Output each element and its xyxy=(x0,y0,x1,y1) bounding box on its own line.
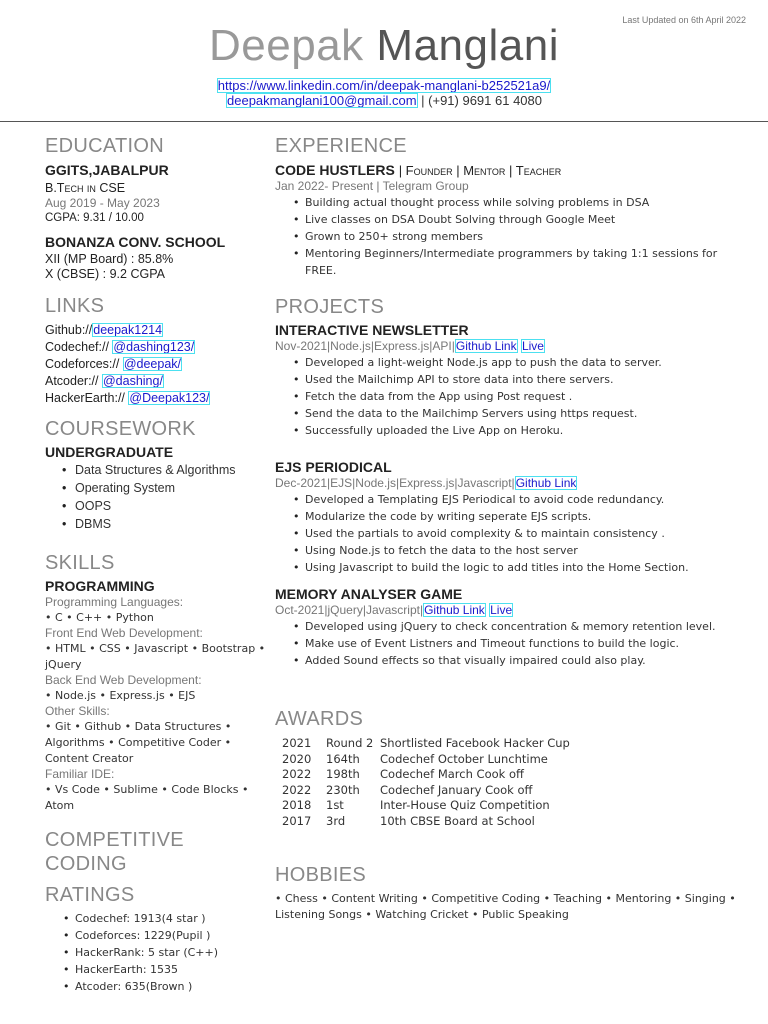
table-row xyxy=(275,814,750,830)
section-title-education: EDUCATION xyxy=(45,135,164,157)
experience-heading xyxy=(275,162,750,179)
phone: | (+91) 9691 61 4080 xyxy=(421,93,542,108)
github-link[interactable]: Github Link xyxy=(424,603,485,617)
link-label: Github:// xyxy=(45,323,93,337)
table-row xyxy=(275,767,750,783)
list-item: • Successfully uploaded the Live App on Heroku. xyxy=(275,422,750,439)
experience-dates: Jan 2022- Present | Telegram Group xyxy=(275,179,469,193)
codechef-link[interactable]: @dashing123/ xyxy=(113,340,195,354)
award-desc: Codechef March Cook off xyxy=(380,767,524,781)
skills-subtitle: PROGRAMMING xyxy=(45,578,155,594)
list-item: • Send the data to the Mailchimp Servers using https request. xyxy=(275,405,750,422)
xii-score: XII (MP Board) : 85.8% xyxy=(45,252,174,266)
link-label: Atcoder:// xyxy=(45,374,99,388)
last-updated: Last Updated on 6th April 2022 xyxy=(622,15,746,25)
skill-label: Familiar IDE: xyxy=(45,767,115,781)
experience-bullets xyxy=(275,194,750,279)
list-item: • Developed a light-weight Node.js app to push the data to server. xyxy=(275,354,750,371)
section-title-experience: EXPERIENCE xyxy=(275,135,407,157)
email-link[interactable]: deepakmanglani100@gmail.com xyxy=(227,93,417,108)
list-item: • Codechef: 1913(4 star ) xyxy=(45,910,267,927)
school-name: BONANZA CONV. SCHOOL xyxy=(45,234,226,250)
list-item: • Mentoring Beginners/Intermediate programmers by taking 1:1 sessions for FREE. xyxy=(275,245,750,279)
project-meta xyxy=(275,603,750,618)
award-desc: Codechef October Lunchtime xyxy=(380,751,548,766)
list-item: • Atcoder: 635(Brown ) xyxy=(45,978,267,995)
project-bullets xyxy=(275,618,750,669)
skill-label: Other Skills: xyxy=(45,704,110,718)
link-label: HackerEarth:// xyxy=(45,391,125,405)
list-item: • HackerEarth: 1535 xyxy=(45,961,267,978)
coursework-list xyxy=(45,461,267,533)
list-item: • Developed using jQuery to check concentration & memory retention level. xyxy=(275,618,750,635)
github-link[interactable]: deepak1214 xyxy=(93,323,163,337)
list-item: • Modularize the code by writing seperate EJS scripts. xyxy=(275,508,750,525)
github-link[interactable]: Github Link xyxy=(515,476,577,490)
codeforces-link[interactable]: @deepak/ xyxy=(123,357,181,371)
link-label: Codeforces:// xyxy=(45,357,120,371)
table-row xyxy=(275,736,750,752)
project-meta xyxy=(275,476,750,491)
cgpa: CGPA: 9.31 / 10.00 xyxy=(45,212,144,224)
list-item: • Make use of Event Listners and Timeout functions to build the logic. xyxy=(275,635,750,652)
awards-table xyxy=(275,736,750,829)
section-title-coursework: COURSEWORK xyxy=(45,418,196,440)
live-link[interactable]: Live xyxy=(521,339,544,353)
award-rank: 164th xyxy=(326,751,360,766)
degree: B.Tech in CSE xyxy=(45,181,126,195)
coursework-subtitle: UNDERGRADUATE xyxy=(45,444,174,460)
skill-label: Front End Web Development: xyxy=(45,626,203,640)
project-meta xyxy=(275,339,750,354)
list-item: • Using Node.js to fetch the data to the host server xyxy=(275,542,750,559)
list-item: • Codeforces: 1229(Pupil ) xyxy=(45,927,267,944)
education-dates: Aug 2019 - May 2023 xyxy=(45,196,160,210)
list-item: • Live classes on DSA Doubt Solving through Google Meet xyxy=(275,211,750,228)
list-item: • Used the partials to avoid complexity & to maintain consistency . xyxy=(275,525,750,542)
school-name: GGITS,JABALPUR xyxy=(45,162,169,178)
award-rank: Round 2 xyxy=(326,736,374,750)
award-desc: 10th CBSE Board at School xyxy=(380,813,535,828)
x-score: X (CBSE) : 9.2 CGPA xyxy=(45,267,165,281)
skill-value: • HTML • CSS • Javascript • Bootstrap • jQuery xyxy=(45,642,266,671)
section-title-skills: SKILLS xyxy=(45,552,115,574)
table-row xyxy=(275,783,750,799)
list-item: • Data Structures & Algorithms xyxy=(45,461,267,479)
company-name: CODE HUSTLERS xyxy=(275,162,395,178)
contact-block xyxy=(0,78,768,108)
first-name: Deepak xyxy=(209,21,364,70)
section-title-links: LINKS xyxy=(45,295,105,317)
award-desc: Codechef January Cook off xyxy=(380,782,533,797)
list-item xyxy=(45,373,267,390)
project-name: EJS PERIODICAL xyxy=(275,459,392,475)
hackerearth-link[interactable]: @Deepak123/ xyxy=(129,391,210,405)
right-column xyxy=(275,134,750,923)
award-year: 2020 xyxy=(282,751,312,766)
table-row xyxy=(275,798,750,814)
project-tags: Dec-2021|EJS|Node.js|Express.js|Javascript| xyxy=(275,476,515,490)
list-item xyxy=(45,356,267,373)
award-year: 2022 xyxy=(282,767,312,781)
list-item: • HackerRank: 5 star (C++) xyxy=(45,944,267,961)
award-year: 2021 xyxy=(282,736,312,750)
list-item: • Added Sound effects so that visually impaired could also play. xyxy=(275,652,750,669)
skill-value: • Git • Github • Data Structures • Algorithms • Competitive Coder • Content Creator xyxy=(45,720,232,765)
skill-value: • Node.js • Express.js • EJS xyxy=(45,689,196,702)
section-title-awards: AWARDS xyxy=(275,708,364,730)
left-column xyxy=(45,134,267,995)
award-year: 2018 xyxy=(282,798,312,812)
links-list xyxy=(45,322,267,407)
skill-value: • C • C++ • Python xyxy=(45,611,154,624)
roles: | Founder | Mentor | Teacher xyxy=(398,163,562,178)
atcoder-link[interactable]: @dashing/ xyxy=(102,374,163,388)
header-divider xyxy=(0,121,768,122)
list-item: • Using Javascript to build the logic to add titles into the Home Section. xyxy=(275,559,750,576)
section-title-competitive: COMPETITIVE CODING xyxy=(45,829,184,875)
skill-label: Back End Web Development: xyxy=(45,673,202,687)
list-item xyxy=(45,322,267,339)
project-bullets xyxy=(275,491,750,576)
section-title-projects: PROJECTS xyxy=(275,296,385,318)
project-name: MEMORY ANALYSER GAME xyxy=(275,586,463,602)
award-rank: 1st xyxy=(326,798,344,812)
last-name: Manglani xyxy=(376,21,559,70)
list-item: • Building actual thought process while solving problems in DSA xyxy=(275,194,750,211)
list-item: • DBMS xyxy=(45,515,267,533)
list-item: • Used the Mailchimp API to store data into there servers. xyxy=(275,371,750,388)
award-rank: 230th xyxy=(326,782,360,797)
award-year: 2017 xyxy=(282,813,312,828)
project-tags: Nov-2021|Node.js|Express.js|API| xyxy=(275,339,455,353)
award-rank: 198th xyxy=(326,767,360,781)
ratings-list xyxy=(45,910,267,995)
resume-name xyxy=(0,20,768,72)
list-item: • OOPS xyxy=(45,497,267,515)
live-link[interactable]: Live xyxy=(490,603,513,617)
list-item xyxy=(45,390,267,407)
project-name: INTERACTIVE NEWSLETTER xyxy=(275,322,469,338)
list-item: • Developed a Templating EJS Periodical to avoid code redundancy. xyxy=(275,491,750,508)
link-label: Codechef:// xyxy=(45,340,109,354)
award-desc: Inter-House Quiz Competition xyxy=(380,798,550,812)
project-bullets xyxy=(275,354,750,439)
list-item: • Grown to 250+ strong members xyxy=(275,228,750,245)
list-item xyxy=(45,339,267,356)
section-title-hobbies: HOBBIES xyxy=(275,864,367,886)
list-item: • Fetch the data from the App using Post request . xyxy=(275,388,750,405)
skill-value: • Vs Code • Sublime • Code Blocks • Atom xyxy=(45,783,249,812)
list-item: • Operating System xyxy=(45,479,267,497)
github-link[interactable]: Github Link xyxy=(455,339,517,353)
ratings-title: RATINGS xyxy=(45,884,135,906)
hobbies-text: • Chess • Content Writing • Competitive Coding • Teaching • Mentoring • Singing • Listening Songs • Watching Cricket • Public Speaking xyxy=(275,892,736,921)
award-year: 2022 xyxy=(282,782,312,797)
linkedin-link[interactable]: https://www.linkedin.com/in/deepak-manglani-b252521a9/ xyxy=(217,78,551,93)
table-row xyxy=(275,752,750,768)
award-rank: 3rd xyxy=(326,813,346,828)
skill-label: Programming Languages: xyxy=(45,595,184,609)
award-desc: Shortlisted Facebook Hacker Cup xyxy=(380,736,570,750)
project-tags: Oct-2021|jQuery|Javascript| xyxy=(275,603,424,617)
